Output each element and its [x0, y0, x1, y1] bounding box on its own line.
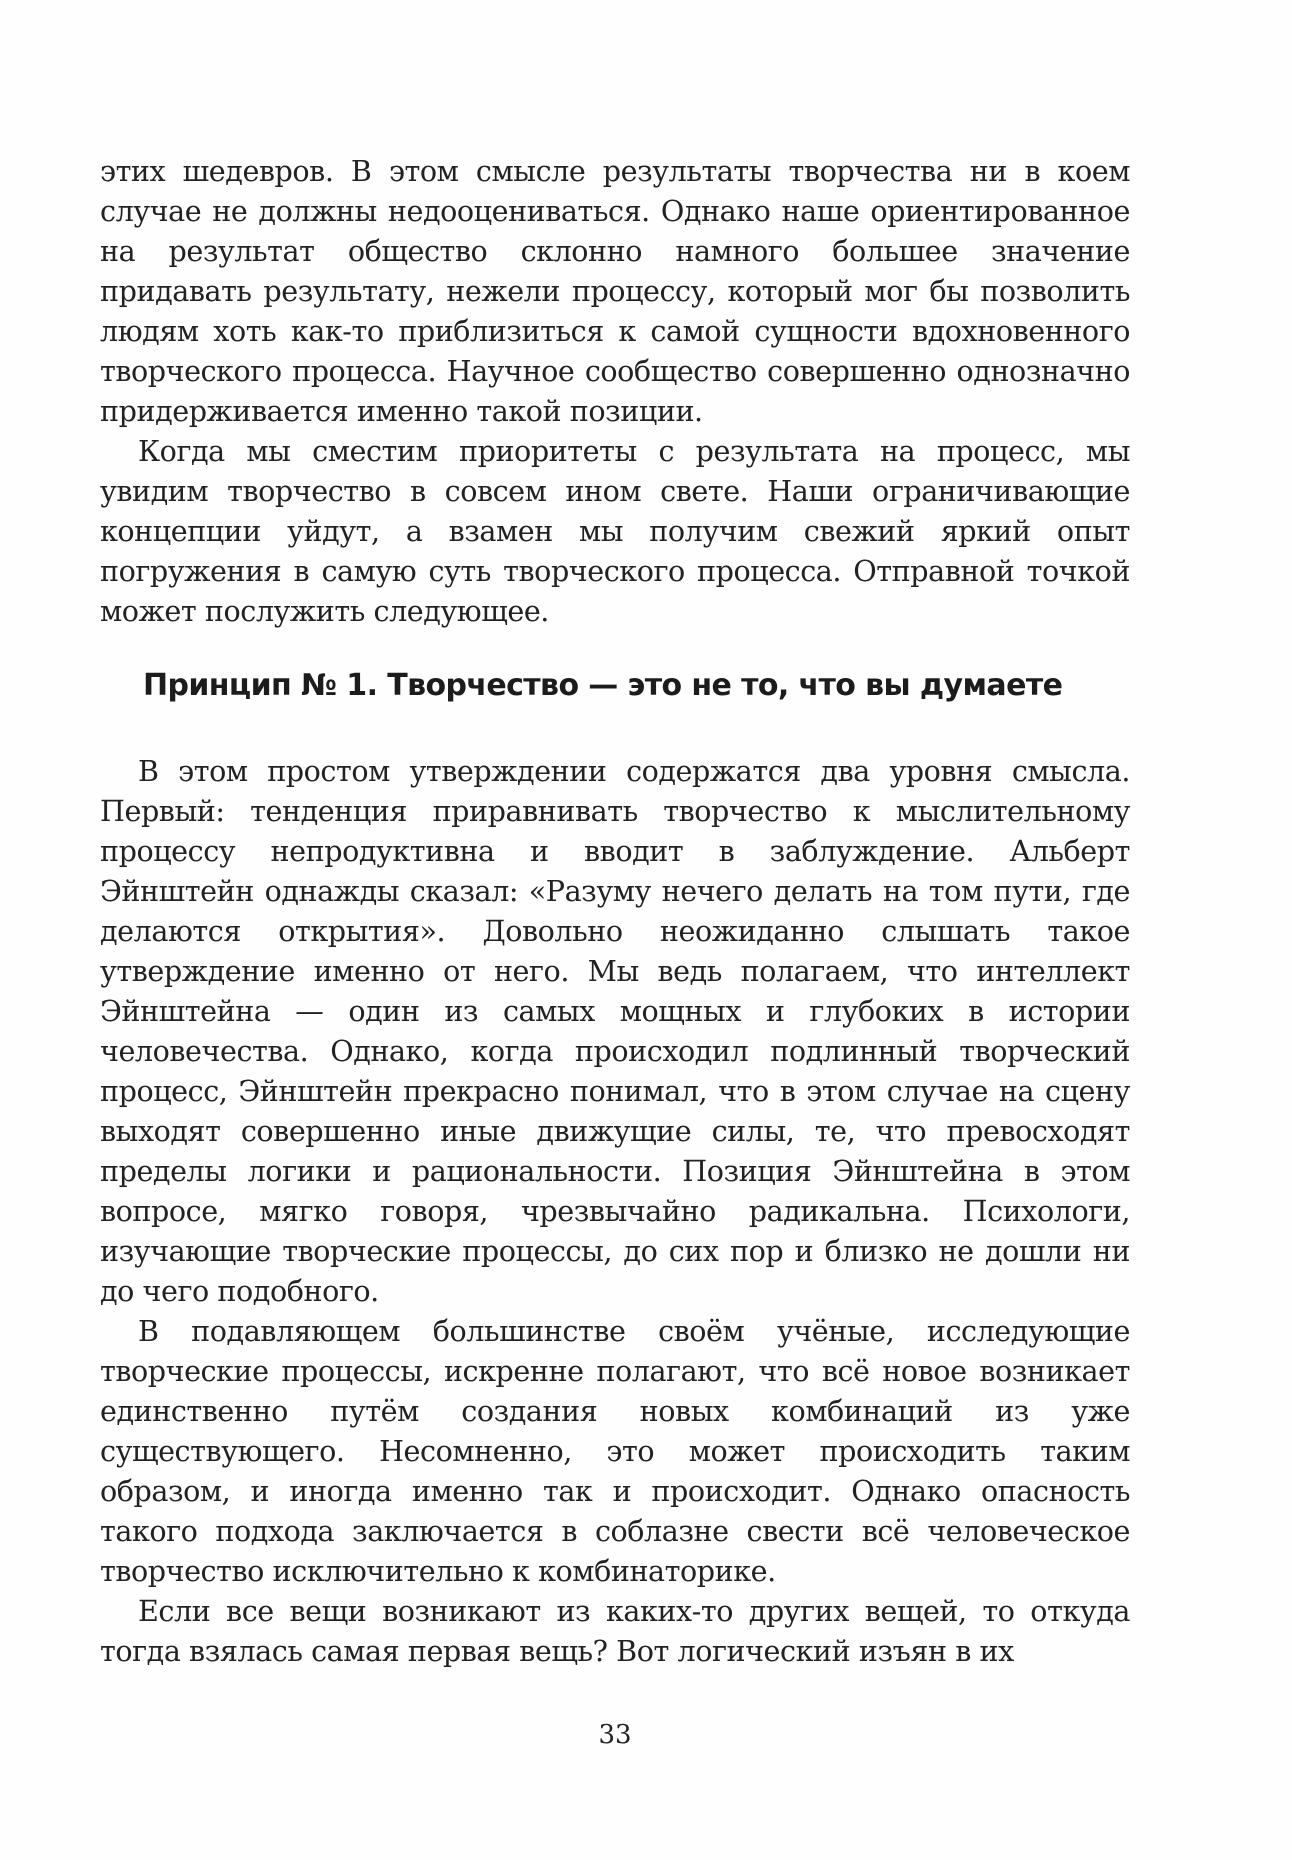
- section-heading: Принцип № 1. Творчество — это не то, что вы думаете: [143, 668, 1063, 703]
- paragraph-continued: этих шедевров. В этом смысле результаты творчества ни в коем случае не должны недооцениваться. Однако наше ориентированное на результат общество склонно намного большее значение придавать результату, нежели процессу, который мог бы позволить людям хоть как-то приблизиться к самой сущности вдохновенного творческого процесса. Научное сообщество совершенно однозначно придерживается именно такой позиции.: [100, 154, 1130, 428]
- paragraph: Если все вещи возникают из каких-то других вещей, то откуда тогда взялась самая первая вещь? Вот логический изъян в их: [100, 1594, 1130, 1668]
- paragraph: В этом простом утверждении содержатся два уровня смысла. Первый: тенденция приравнивать творчество к мыслительному процессу непродуктивна и вводит в заблуждение. Альберт Эйнштейн однажды сказал: «Разуму нечего делать на том пути, где делаются открытия». Довольно неожиданно слышать такое утверждение именно от него. Мы ведь полагаем, что интеллект Эйнштейна — один из самых мощных и глубоких в истории человечества. Однако, когда происходил подлинный творческий процесс, Эйнштейн прекрасно понимал, что в этом случае на сцену выходят совершенно иные движущие силы, те, что превосходят пределы логики и рациональности. Позиция Эйнштейна в этом вопросе, мягко говоря, чрезвычайно радикальна. Психологи, изучающие творческие процессы, до сих пор и близко не дошли ни до чего подобного.: [100, 754, 1130, 1308]
- page-number: 33: [598, 1720, 632, 1750]
- paragraph: Когда мы сместим приоритеты с результата на процесс, мы увидим творчество в совсем ином свете. Наши ограничивающие концепции уйдут, а взамен мы получим свежий яркий опыт погружения в самую суть творческого процесса. Отправной точкой может послужить следующее.: [100, 434, 1130, 628]
- paragraph: В подавляющем большинстве своём учёные, исследующие творческие процессы, искренне полагают, что всё новое возникает единственно путём создания новых комбинаций из уже существующего. Несомненно, это может происходить таким образом, и иногда именно так и происходит. Однако опасность такого подхода заключается в соблазне свести всё человеческое творчество исключительно к комбинаторике.: [100, 1314, 1130, 1588]
- top-text-section: [100, 151, 1130, 631]
- bottom-text-section: [100, 751, 1130, 1671]
